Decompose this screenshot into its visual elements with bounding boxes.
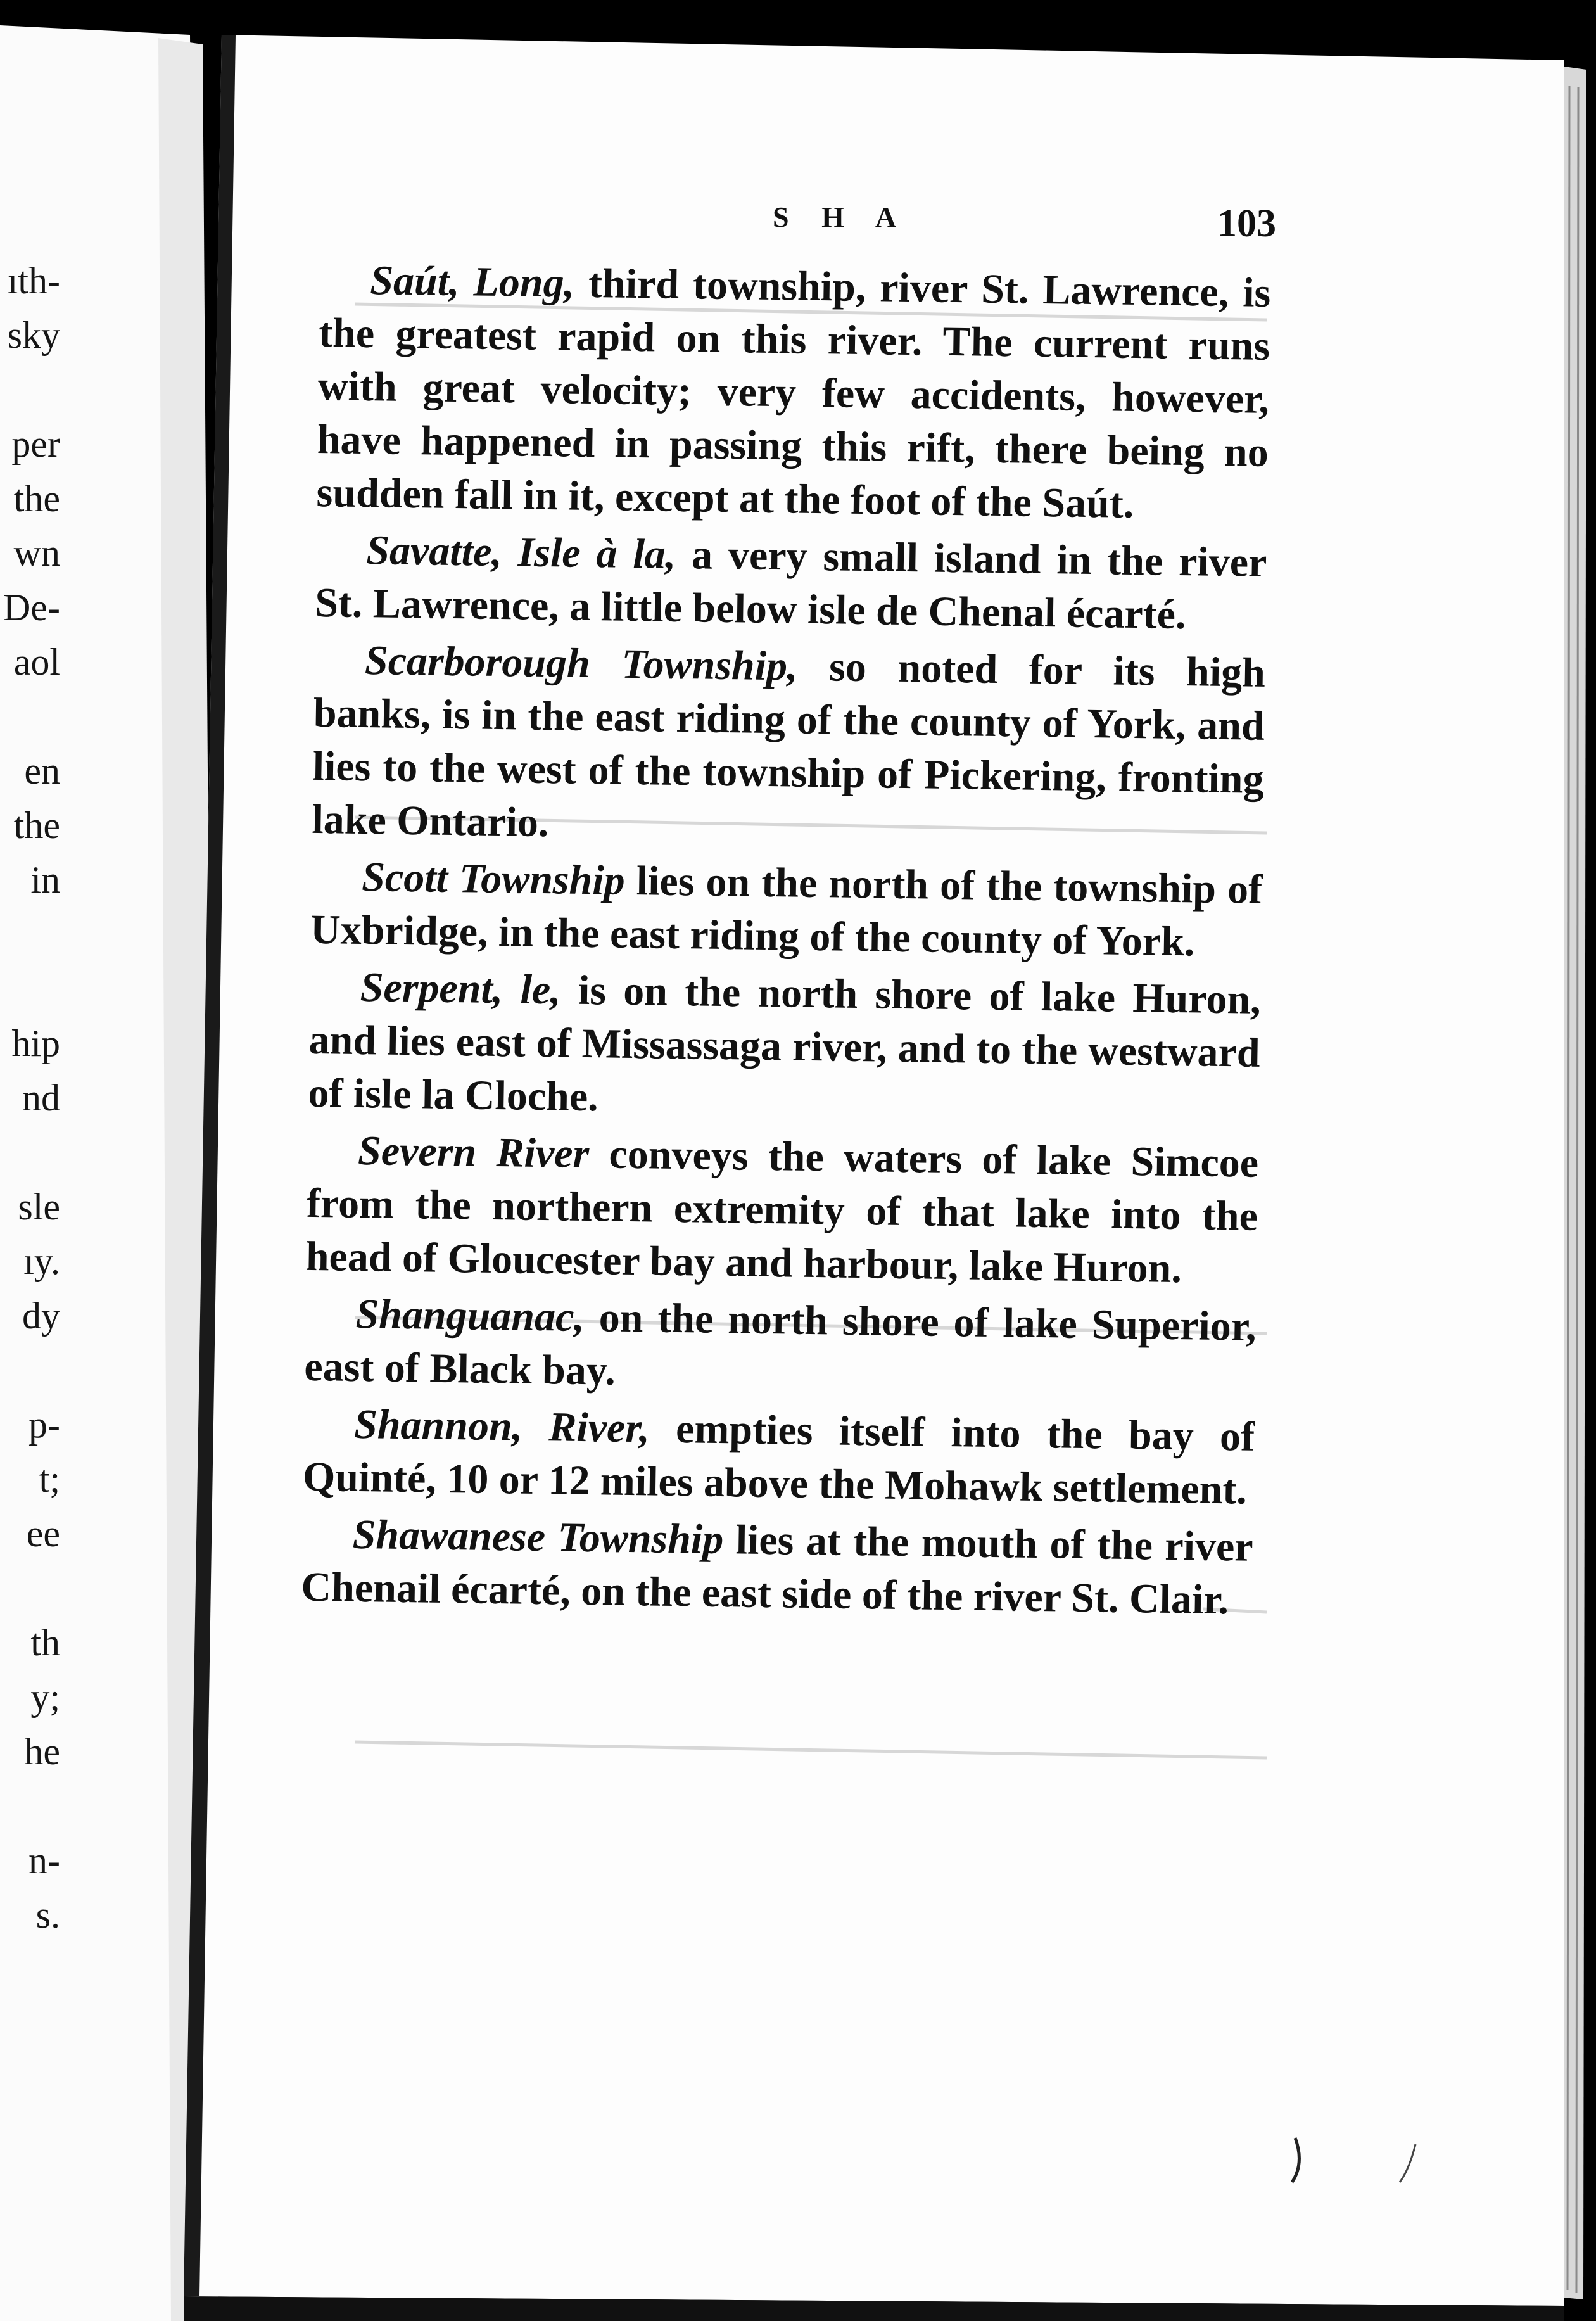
entry-text: a very small island in the river St. Lawrence, a little below isle de Chenal écarté. <box>314 531 1267 639</box>
entry-text: on the north shore of lake Superior, east of Black bay. <box>303 1294 1257 1394</box>
entry-savatte <box>315 523 1267 643</box>
left-fragment: sky <box>7 314 60 356</box>
left-fragment <box>0 1779 60 1833</box>
left-fragment: De- <box>3 587 60 628</box>
entry-text: lies at the mouth of the river Chenail écarté, on the east side of the river St. Clair. <box>301 1517 1254 1624</box>
entry-term: Scarborough Township, <box>364 637 799 690</box>
left-fragment: p- <box>28 1404 60 1446</box>
left-fragment: aol <box>13 641 60 683</box>
left-fragment <box>0 907 60 962</box>
left-fragment: ee <box>26 1513 60 1555</box>
left-fragment: th <box>30 1622 60 1663</box>
left-fragment: he <box>24 1731 60 1772</box>
entry-serpent <box>308 960 1261 1133</box>
left-fragment: hip <box>11 1022 60 1064</box>
running-head: S H A <box>773 201 909 233</box>
page-body <box>301 253 1271 1631</box>
entry-scott <box>310 850 1263 970</box>
entry-text: lies on the north of the township of Uxbridge, in the east riding of the county of York. <box>310 857 1263 965</box>
left-fragment: the <box>13 804 60 846</box>
left-fragment: in <box>30 859 60 901</box>
left-fragment: en <box>24 750 60 792</box>
left-fragment: y; <box>30 1676 60 1718</box>
left-fragment: n- <box>28 1840 60 1881</box>
entry-text: conveys the waters of lake Simcoe from the northern extremity of that lake into the head of Gloucester bay and harbour, lake Huron. <box>305 1131 1259 1292</box>
entry-term: Scott Township <box>361 854 626 904</box>
left-fragment: sle <box>18 1186 60 1228</box>
left-fragment <box>0 362 60 417</box>
entry-term: Savatte, Isle à la, <box>365 527 676 578</box>
left-fragment <box>0 1561 60 1615</box>
entry-shannon <box>302 1397 1255 1517</box>
entry-scarborough <box>312 633 1266 860</box>
entry-saut-long <box>316 253 1271 533</box>
entry-shawanese <box>301 1508 1253 1627</box>
left-fragment <box>0 1125 60 1180</box>
entry-text: third township, river St. Lawrence, is the greatest rapid on this river. The current runs with great velocity; very few accidents, however, have happened in passing this rift, there being no sudden fall in it, except at the foot of the Saút. <box>316 260 1271 527</box>
entry-term: Saút, Long, <box>369 257 575 307</box>
entry-term: Shawanese Township <box>352 1511 724 1563</box>
entry-term: Serpent, le, <box>360 964 562 1014</box>
page-number: 103 <box>1217 202 1276 245</box>
left-fragment: ıy. <box>23 1240 60 1282</box>
left-fragment: s. <box>35 1894 60 1936</box>
entry-text: is on the north shore of lake Huron, and lies east of Missassaga river, and to the westward of isle la Cloche. <box>307 967 1262 1121</box>
left-fragment <box>0 1343 60 1397</box>
left-fragment: dy <box>22 1295 60 1337</box>
left-fragment: per <box>11 423 60 465</box>
left-page-text-fragments <box>0 253 60 1964</box>
entry-severn <box>305 1124 1258 1297</box>
left-fragment: t; <box>39 1458 60 1500</box>
left-fragment <box>0 962 60 1016</box>
entry-term: Severn River <box>357 1127 590 1178</box>
left-fragment: wn <box>13 532 60 574</box>
entry-term: Shannon, River, <box>353 1401 650 1452</box>
left-fragment: the <box>13 478 60 519</box>
entry-shanguanac <box>304 1287 1257 1407</box>
left-fragment: ıth- <box>7 260 60 302</box>
left-fragment: nd <box>22 1077 60 1119</box>
entry-term: Shanguanac, <box>355 1290 585 1340</box>
entry-text: empties itself into the bay of Quinté, 10 or 12 miles above the Mohawk settlement. <box>302 1405 1255 1513</box>
entry-text: so noted for its high banks, is in the east riding of the county of York, and lies to the west of the township of Pickering, fronting lake Ontario. <box>312 643 1266 846</box>
left-fragment <box>0 689 60 744</box>
